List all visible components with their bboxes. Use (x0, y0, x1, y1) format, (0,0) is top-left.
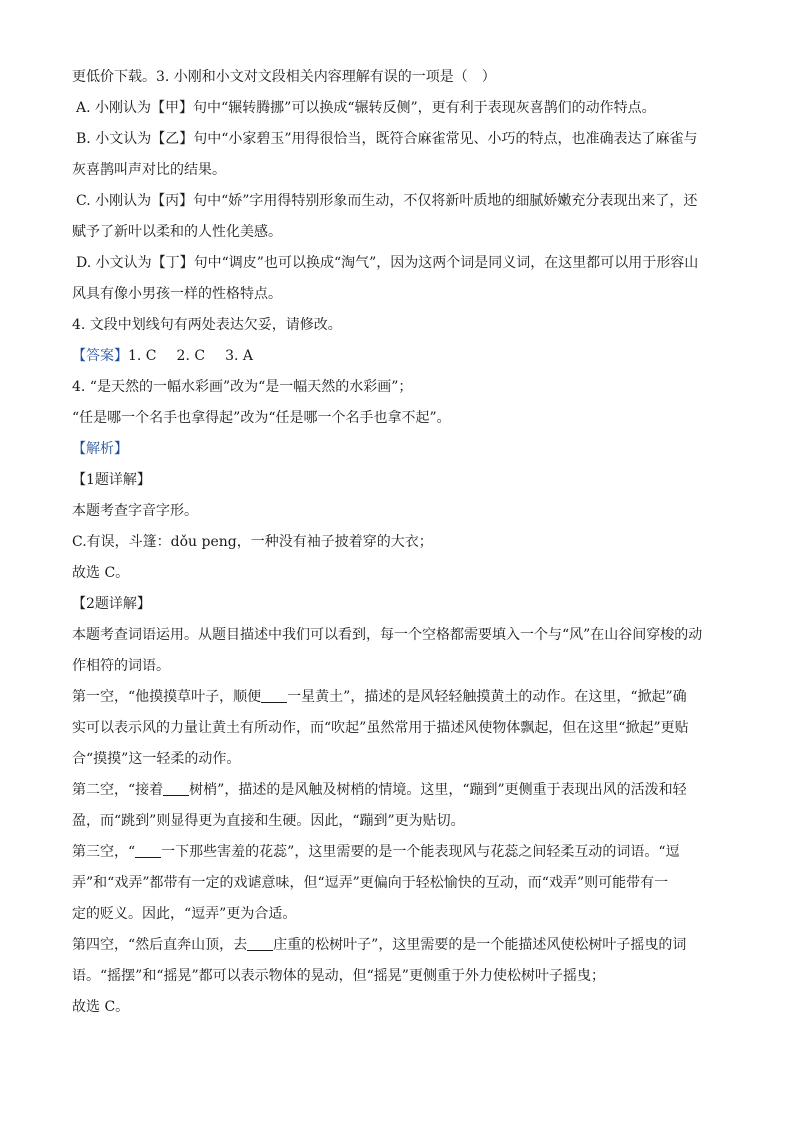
option-d-line-1: D. 小文认为【丁】句中“调皮”也可以换成“淘气”，因为这两个词是同义词，在这里都可以用于形容山 (76, 255, 699, 271)
detail-2-line-1: 本题考查词语运用。从题目描述中我们可以看到，每一个空格都需要填入一个与“风”在山谷间穿梭的动 (72, 627, 703, 643)
answer-4-line-2: “任是哪一个名手也拿得起”改为“任是哪一个名手也拿不起”。 (72, 410, 451, 426)
detail-2-line-6 (72, 775, 724, 806)
answer-2: 2. C (176, 348, 206, 364)
detail-2-line-11 (72, 930, 724, 961)
option-c-line-2: 赋予了新叶以柔和的人性化美感。 (72, 224, 282, 240)
detail-2-line-2: 作相符的词语。 (72, 658, 170, 674)
option-b-line-1: B. 小文认为【乙】句中“小家碧玉”用得很恰当，既符合麻雀常见、小巧的特点，也准确表达了麻雀与 (76, 131, 698, 147)
option-c-line-1: C. 小刚认为【丙】句中“娇”字用得特别形象而生动，不仅将新叶质地的细腻娇嫩充分表现出来了，还 (76, 193, 698, 209)
blank-4-prefix: 第四空，“然后直奔山顶，去 (72, 937, 248, 953)
blank-2-prefix: 第二空，“接着 (72, 782, 164, 798)
fill-blank-2 (163, 781, 189, 796)
answer-1: 1. C (128, 348, 157, 364)
option-a: A. 小刚认为【甲】句中“辗转腾挪”可以换成“辗转反侧”，更有利于表现灰喜鹊们的动作特点。 (76, 100, 656, 116)
blank-3-prefix: 第三空，“ (72, 844, 136, 860)
blank-1-prefix: 第一空，“他摸摸草叶子，顺便 (72, 689, 262, 705)
question-3-stem: 更低价下载。3. 小刚和小文对文段相关内容理解有误的一项是（ ） (72, 69, 496, 85)
answer-3: 3. A (225, 348, 253, 364)
detail-2-line-4: 实可以表示风的力量让黄土有所动作，而“吹起”虽然常用于描述风使物体飘起，但在这里“掀起”更贴 (72, 720, 689, 736)
detail-1-line-3: 故选 C。 (72, 565, 130, 581)
detail-2-line-12: 语。“摇摆”和“摇晃”都可以表示物体的晃动，但“摇晃”更侧重于外力使松树叶子摇曳； (72, 968, 605, 984)
detail-2-line-3 (72, 682, 724, 713)
detail-2-line-10: 定的贬义。因此，“逗弄”更为合适。 (72, 906, 297, 922)
blank-2-suffix: 树梢”，描述的是风触及树梢的情境。这里，“蹦到”更侧重于表现出风的活泼和轻 (189, 782, 687, 798)
blank-4-suffix: 庄重的松树叶子”，这里需要的是一个能描述风使松树叶子摇曳的词 (273, 937, 687, 953)
answer-4-line-1: 4. “是天然的一幅水彩画”改为“是一幅天然的水彩画”； (72, 379, 413, 395)
detail-2-line-5: 合“摸摸”这一轻柔的动作。 (72, 751, 241, 767)
option-b-line-2: 灰喜鹊叫声对比的结果。 (72, 162, 226, 178)
analysis-label: 【解析】 (72, 441, 128, 457)
fill-blank-4 (247, 936, 273, 951)
detail-2-line-13: 故选 C。 (72, 999, 130, 1015)
blank-1-suffix: 一星黄土”，描述的是风轻轻触摸黄土的动作。在这里，“掀起”确 (287, 689, 687, 705)
blank-3-suffix: 一下那些害羞的花蕊”，这里需要的是一个能表现风与花蕊之间轻柔互动的词语。“逗 (161, 844, 680, 860)
detail-2-line-7: 盈，而“跳到”则显得更为直接和生硬。因此，“蹦到”更为贴切。 (72, 813, 465, 829)
answer-label: 【答案】 (72, 348, 128, 364)
fill-blank-3 (135, 843, 161, 858)
detail-1-title: 【1题详解】 (72, 472, 151, 488)
question-4-stem: 4. 文段中划线句有两处表达欠妥，请修改。 (72, 317, 342, 333)
detail-1-line-2: C.有误，斗篷：dǒu peng，一种没有袖子披着穿的大衣； (72, 534, 433, 550)
detail-2-title: 【2题详解】 (72, 596, 151, 612)
detail-2-line-9: 弄”和“戏弄”都带有一定的戏谑意味，但“逗弄”更偏向于轻松愉快的互动，而“戏弄”则可能带有一 (72, 875, 669, 891)
option-d-line-2: 风具有像小男孩一样的性格特点。 (72, 286, 282, 302)
detail-1-line-1: 本题考查字音字形。 (72, 503, 198, 519)
document-page (72, 62, 724, 1023)
fill-blank-1 (261, 688, 287, 703)
answer-row (72, 341, 724, 372)
detail-2-line-8 (72, 837, 724, 868)
